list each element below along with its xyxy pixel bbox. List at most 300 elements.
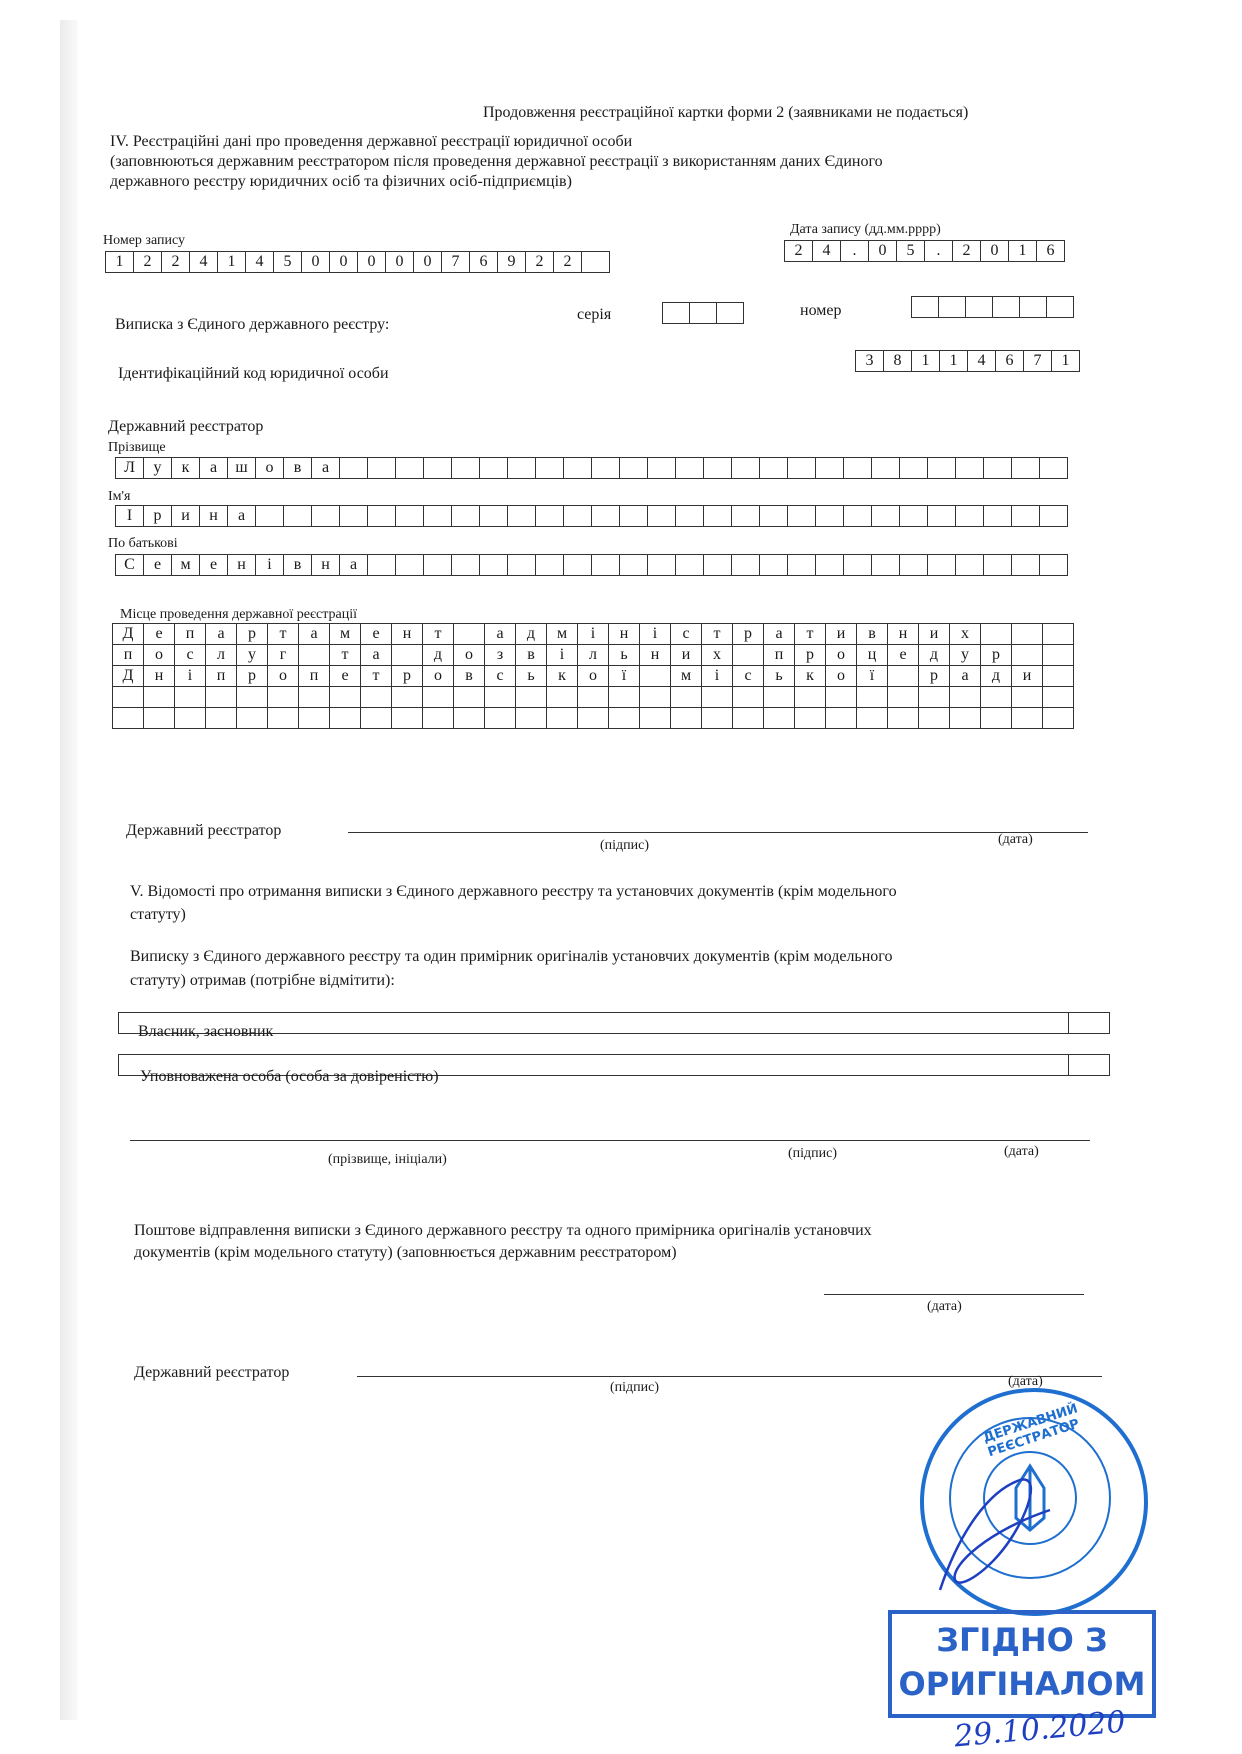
place-cell	[981, 708, 1012, 729]
scan-shadow	[60, 20, 78, 1720]
place-cell: п	[175, 624, 206, 645]
patronymic-label: По батькові	[108, 536, 178, 551]
char-cell: 8	[883, 350, 912, 372]
char-cell	[339, 505, 368, 527]
char-cell: 0	[301, 251, 330, 273]
char-cell	[731, 457, 760, 479]
char-cell	[507, 457, 536, 479]
surname-cells	[116, 457, 1068, 479]
char-cell: а	[339, 554, 368, 576]
char-cell: 0	[385, 251, 414, 273]
char-cell: 0	[868, 240, 897, 262]
char-cell: 2	[952, 240, 981, 262]
char-cell: к	[171, 457, 200, 479]
place-cell: м	[330, 624, 361, 645]
place-cell	[795, 687, 826, 708]
place-cell	[764, 708, 795, 729]
char-cell	[451, 505, 480, 527]
ident-code-cells	[856, 350, 1080, 372]
place-cell: ц	[857, 645, 888, 666]
place-cell	[485, 687, 516, 708]
section-5-title-2: статуту)	[130, 906, 186, 923]
place-cell	[919, 708, 950, 729]
place-cell: о	[268, 666, 299, 687]
char-cell	[983, 457, 1012, 479]
char-cell	[871, 457, 900, 479]
place-cell: в	[454, 666, 485, 687]
char-cell: 1	[1008, 240, 1037, 262]
char-cell	[731, 505, 760, 527]
extract-label: Виписка з Єдиного державного реєстру:	[115, 316, 390, 333]
char-cell	[1019, 296, 1047, 318]
postal-text-2: документів (крім модельного статуту) (заповнюється державним реєстратором)	[134, 1244, 677, 1261]
char-cell	[367, 457, 396, 479]
char-cell	[367, 505, 396, 527]
section-5-title-1: V. Відомості про отримання виписки з Єдиного державного реєстру та установчих документів (крім модельного	[130, 883, 897, 900]
place-cell: н	[609, 624, 640, 645]
place-cell: і	[547, 645, 578, 666]
record-date-cells	[785, 240, 1065, 262]
char-cell	[716, 302, 744, 324]
place-cell: ї	[857, 666, 888, 687]
char-cell	[479, 457, 508, 479]
place-cell: р	[981, 645, 1012, 666]
char-cell	[395, 554, 424, 576]
place-cell	[640, 708, 671, 729]
place-cell: р	[392, 666, 423, 687]
place-cell	[1043, 708, 1074, 729]
place-cell: и	[671, 645, 702, 666]
place-cell: п	[206, 666, 237, 687]
char-cell	[787, 505, 816, 527]
seal-text: ДЕРЖАВНИЙ РЕЄСТРАТОР	[981, 1401, 1082, 1461]
char-cell	[675, 554, 704, 576]
char-cell	[675, 457, 704, 479]
place-cell: і	[640, 624, 671, 645]
place-cell: е	[361, 624, 392, 645]
char-cell	[843, 505, 872, 527]
place-cell	[361, 708, 392, 729]
place-cell	[981, 687, 1012, 708]
handwritten-date: 29.10.2020	[952, 1704, 1127, 1754]
char-cell	[911, 296, 939, 318]
place-cell: ь	[764, 666, 795, 687]
section-5-text-1: Виписку з Єдиного державного реєстру та один примірник оригіналів установчих документів (крім модельного	[130, 948, 893, 965]
char-cell	[815, 554, 844, 576]
extract-number-label: номер	[800, 302, 842, 319]
char-cell: 3	[855, 350, 884, 372]
section-5-text-2: статуту) отримав (потрібне відмітити):	[130, 972, 395, 989]
place-cell: д	[516, 624, 547, 645]
sign1-line	[348, 832, 1088, 833]
char-cell	[1011, 554, 1040, 576]
place-cell: т	[330, 645, 361, 666]
place-cell: а	[950, 666, 981, 687]
char-cell	[731, 554, 760, 576]
char-cell	[955, 457, 984, 479]
place-cell: т	[795, 624, 826, 645]
copy-stamp-line-2: ОРИГІНАЛОМ	[898, 1665, 1146, 1703]
place-cell	[888, 666, 919, 687]
place-cell	[1012, 708, 1043, 729]
char-cell	[1046, 296, 1074, 318]
char-cell	[871, 505, 900, 527]
place-cell: и	[919, 624, 950, 645]
place-cell	[888, 687, 919, 708]
place-cell	[516, 708, 547, 729]
char-cell	[759, 554, 788, 576]
place-cell	[1012, 645, 1043, 666]
place-cell	[857, 687, 888, 708]
section-4-note-2: державного реєстру юридичних осіб та фізичних осіб-підприємців)	[110, 173, 572, 190]
char-cell: 4	[967, 350, 996, 372]
place-cell	[392, 687, 423, 708]
char-cell: е	[199, 554, 228, 576]
place-cell	[857, 708, 888, 729]
place-cell: п	[299, 666, 330, 687]
option-agent-checkbox[interactable]	[1068, 1055, 1109, 1075]
char-cell	[591, 457, 620, 479]
name-cells	[116, 505, 1068, 527]
char-cell	[815, 457, 844, 479]
char-cell: 2	[133, 251, 162, 273]
place-cell	[330, 687, 361, 708]
place-cell: а	[764, 624, 795, 645]
place-cell	[423, 687, 454, 708]
place-cell	[361, 687, 392, 708]
surname-label: Прізвище	[108, 440, 166, 455]
section-4-title: IV. Реєстраційні дані про проведення державної реєстрації юридичної особи	[110, 133, 633, 150]
char-cell	[815, 505, 844, 527]
place-cell: у	[950, 645, 981, 666]
char-cell: 4	[245, 251, 274, 273]
place-cell	[888, 708, 919, 729]
char-cell: в	[283, 457, 312, 479]
place-cell: л	[206, 645, 237, 666]
char-cell	[283, 505, 312, 527]
place-cell	[1043, 624, 1074, 645]
place-cell	[578, 687, 609, 708]
char-cell: е	[143, 554, 172, 576]
char-cell: 6	[995, 350, 1024, 372]
section-4-note-1: (заповнюються державним реєстратором після проведення державної реєстрації з використанням даних Єдиного	[110, 153, 883, 170]
receiver-names-caption: (прізвище, ініціали)	[328, 1152, 447, 1167]
char-cell: 1	[939, 350, 968, 372]
char-cell	[787, 554, 816, 576]
place-cell	[764, 687, 795, 708]
char-cell	[423, 457, 452, 479]
char-cell	[451, 554, 480, 576]
sign2-line	[357, 1376, 1102, 1377]
record-number-label: Номер запису	[103, 233, 185, 248]
char-cell: 4	[812, 240, 841, 262]
place-cell	[268, 708, 299, 729]
place-cell	[1043, 666, 1074, 687]
place-cell	[640, 687, 671, 708]
char-cell: 1	[911, 350, 940, 372]
place-cell	[1012, 624, 1043, 645]
place-cell	[609, 708, 640, 729]
place-cell: д	[423, 645, 454, 666]
char-cell	[591, 554, 620, 576]
char-cell: 6	[1036, 240, 1065, 262]
char-cell: м	[171, 554, 200, 576]
place-cell: о	[144, 645, 175, 666]
receiver-date-caption: (дата)	[1004, 1144, 1039, 1159]
place-cell: п	[113, 645, 144, 666]
place-cell: м	[671, 666, 702, 687]
extract-series-cells	[663, 302, 744, 324]
place-cell: с	[733, 666, 764, 687]
place-cell	[454, 708, 485, 729]
place-cell	[733, 687, 764, 708]
char-cell	[955, 505, 984, 527]
place-cell	[578, 708, 609, 729]
record-date-label: Дата запису (дд.мм.рррр)	[790, 222, 941, 237]
char-cell	[759, 505, 788, 527]
char-cell	[423, 505, 452, 527]
place-cell	[547, 708, 578, 729]
char-cell	[983, 554, 1012, 576]
place-cell	[671, 708, 702, 729]
char-cell	[662, 302, 690, 324]
place-cell	[1043, 645, 1074, 666]
char-cell: 9	[497, 251, 526, 273]
char-cell	[507, 554, 536, 576]
place-cell	[330, 708, 361, 729]
place-cell: е	[888, 645, 919, 666]
char-cell: .	[924, 240, 953, 262]
place-cell	[144, 708, 175, 729]
char-cell: 7	[441, 251, 470, 273]
char-cell	[992, 296, 1020, 318]
place-cell	[175, 708, 206, 729]
place-cell: р	[237, 624, 268, 645]
char-cell	[927, 505, 956, 527]
char-cell: 1	[1051, 350, 1080, 372]
char-cell	[563, 505, 592, 527]
place-cell	[423, 708, 454, 729]
continuation-note: Продовження реєстраційної картки форми 2 (заявниками не подається)	[483, 104, 969, 121]
copy-stamp-line-1: ЗГІДНО З	[936, 1621, 1108, 1659]
char-cell	[479, 505, 508, 527]
place-cell: и	[826, 624, 857, 645]
place-cell: м	[547, 624, 578, 645]
place-cell	[826, 687, 857, 708]
place-cell	[454, 687, 485, 708]
option-agent-label: Уповноважена особа (особа за довіреністю)	[140, 1068, 439, 1085]
char-cell	[899, 457, 928, 479]
place-cell: п	[764, 645, 795, 666]
char-cell: С	[115, 554, 144, 576]
place-cell	[733, 645, 764, 666]
char-cell: а	[227, 505, 256, 527]
char-cell	[647, 505, 676, 527]
char-cell: н	[199, 505, 228, 527]
char-cell	[675, 505, 704, 527]
place-cell	[392, 645, 423, 666]
char-cell: 0	[413, 251, 442, 273]
char-cell: 0	[980, 240, 1009, 262]
place-cell	[1043, 687, 1074, 708]
char-cell	[1039, 554, 1068, 576]
place-cell: і	[702, 666, 733, 687]
receiver-line	[130, 1140, 1090, 1141]
char-cell: о	[255, 457, 284, 479]
place-cell	[206, 708, 237, 729]
char-cell	[339, 457, 368, 479]
char-cell	[451, 457, 480, 479]
place-cell	[299, 645, 330, 666]
place-row	[113, 687, 1074, 708]
place-cell: с	[175, 645, 206, 666]
place-cell	[206, 687, 237, 708]
char-cell	[619, 554, 648, 576]
place-cell: р	[733, 624, 764, 645]
place-cell: т	[268, 624, 299, 645]
place-cell	[671, 687, 702, 708]
char-cell	[871, 554, 900, 576]
postal-date-line	[824, 1294, 1084, 1295]
postal-date-caption: (дата)	[927, 1299, 962, 1314]
char-cell: и	[171, 505, 200, 527]
char-cell	[563, 554, 592, 576]
option-owner-checkbox[interactable]	[1068, 1013, 1109, 1033]
char-cell: 2	[525, 251, 554, 273]
place-cell: с	[671, 624, 702, 645]
char-cell: 2	[161, 251, 190, 273]
char-cell: а	[311, 457, 340, 479]
place-cell	[144, 687, 175, 708]
place-cell: з	[485, 645, 516, 666]
copy-verified-stamp	[888, 1610, 1156, 1718]
char-cell	[591, 505, 620, 527]
place-cell	[547, 687, 578, 708]
place-cell: л	[578, 645, 609, 666]
place-cell: Д	[113, 666, 144, 687]
place-cell	[981, 624, 1012, 645]
char-cell: н	[227, 554, 256, 576]
place-cell: о	[454, 645, 485, 666]
ident-code-label: Ідентифікаційний код юридичної особи	[118, 365, 389, 382]
char-cell	[619, 457, 648, 479]
place-cell: а	[206, 624, 237, 645]
char-cell: 4	[189, 251, 218, 273]
place-cell: е	[144, 624, 175, 645]
char-cell	[479, 554, 508, 576]
char-cell	[703, 554, 732, 576]
place-cell	[237, 708, 268, 729]
option-owner-label: Власник, засновник	[138, 1023, 274, 1040]
char-cell: І	[115, 505, 144, 527]
char-cell	[395, 505, 424, 527]
place-cell: а	[299, 624, 330, 645]
place-cell: о	[578, 666, 609, 687]
place-label: Місце проведення державної реєстрації	[120, 607, 357, 622]
place-grid	[112, 623, 1074, 729]
place-cell	[950, 708, 981, 729]
place-cell: о	[423, 666, 454, 687]
char-cell	[703, 457, 732, 479]
place-row	[113, 645, 1074, 666]
char-cell	[507, 505, 536, 527]
place-cell: ь	[516, 666, 547, 687]
char-cell: 1	[217, 251, 246, 273]
char-cell: Л	[115, 457, 144, 479]
place-cell: н	[640, 645, 671, 666]
char-cell	[843, 554, 872, 576]
sign1-signature-caption: (підпис)	[600, 838, 650, 853]
char-cell: 0	[357, 251, 386, 273]
name-label: Ім'я	[108, 489, 131, 504]
char-cell: і	[255, 554, 284, 576]
place-cell: с	[485, 666, 516, 687]
place-cell: к	[547, 666, 578, 687]
postal-text-1: Поштове відправлення виписки з Єдиного державного реєстру та одного примірника оригіналів установчих	[134, 1222, 872, 1239]
place-cell: х	[702, 645, 733, 666]
sign2-signature-caption: (підпис)	[610, 1380, 660, 1395]
place-cell: г	[268, 645, 299, 666]
char-cell	[255, 505, 284, 527]
place-row	[113, 624, 1074, 645]
place-cell	[485, 708, 516, 729]
place-cell	[454, 624, 485, 645]
place-cell: ь	[609, 645, 640, 666]
place-cell	[237, 687, 268, 708]
char-cell: 1	[105, 251, 134, 273]
place-cell: р	[919, 666, 950, 687]
char-cell	[423, 554, 452, 576]
place-cell	[113, 687, 144, 708]
char-cell: р	[143, 505, 172, 527]
char-cell: 7	[1023, 350, 1052, 372]
place-row	[113, 666, 1074, 687]
char-cell: 6	[469, 251, 498, 273]
char-cell: н	[311, 554, 340, 576]
char-cell	[1039, 457, 1068, 479]
place-cell: д	[919, 645, 950, 666]
char-cell: 0	[329, 251, 358, 273]
extract-number-cells	[912, 296, 1074, 318]
place-cell: е	[330, 666, 361, 687]
char-cell	[535, 457, 564, 479]
place-cell	[919, 687, 950, 708]
record-number-cells	[106, 251, 610, 273]
place-cell	[392, 708, 423, 729]
place-cell: і	[578, 624, 609, 645]
place-cell	[640, 666, 671, 687]
sign1-date-caption: (дата)	[998, 832, 1033, 847]
char-cell	[367, 554, 396, 576]
place-cell: р	[795, 645, 826, 666]
patronymic-cells	[116, 554, 1068, 576]
place-row	[113, 708, 1074, 729]
char-cell	[927, 457, 956, 479]
place-cell	[609, 687, 640, 708]
place-cell: т	[702, 624, 733, 645]
place-cell: о	[826, 666, 857, 687]
char-cell	[787, 457, 816, 479]
char-cell: в	[283, 554, 312, 576]
char-cell: .	[840, 240, 869, 262]
place-cell: в	[516, 645, 547, 666]
place-cell: о	[826, 645, 857, 666]
place-cell	[702, 687, 733, 708]
place-cell: н	[888, 624, 919, 645]
char-cell	[955, 554, 984, 576]
char-cell	[689, 302, 717, 324]
place-cell: а	[485, 624, 516, 645]
